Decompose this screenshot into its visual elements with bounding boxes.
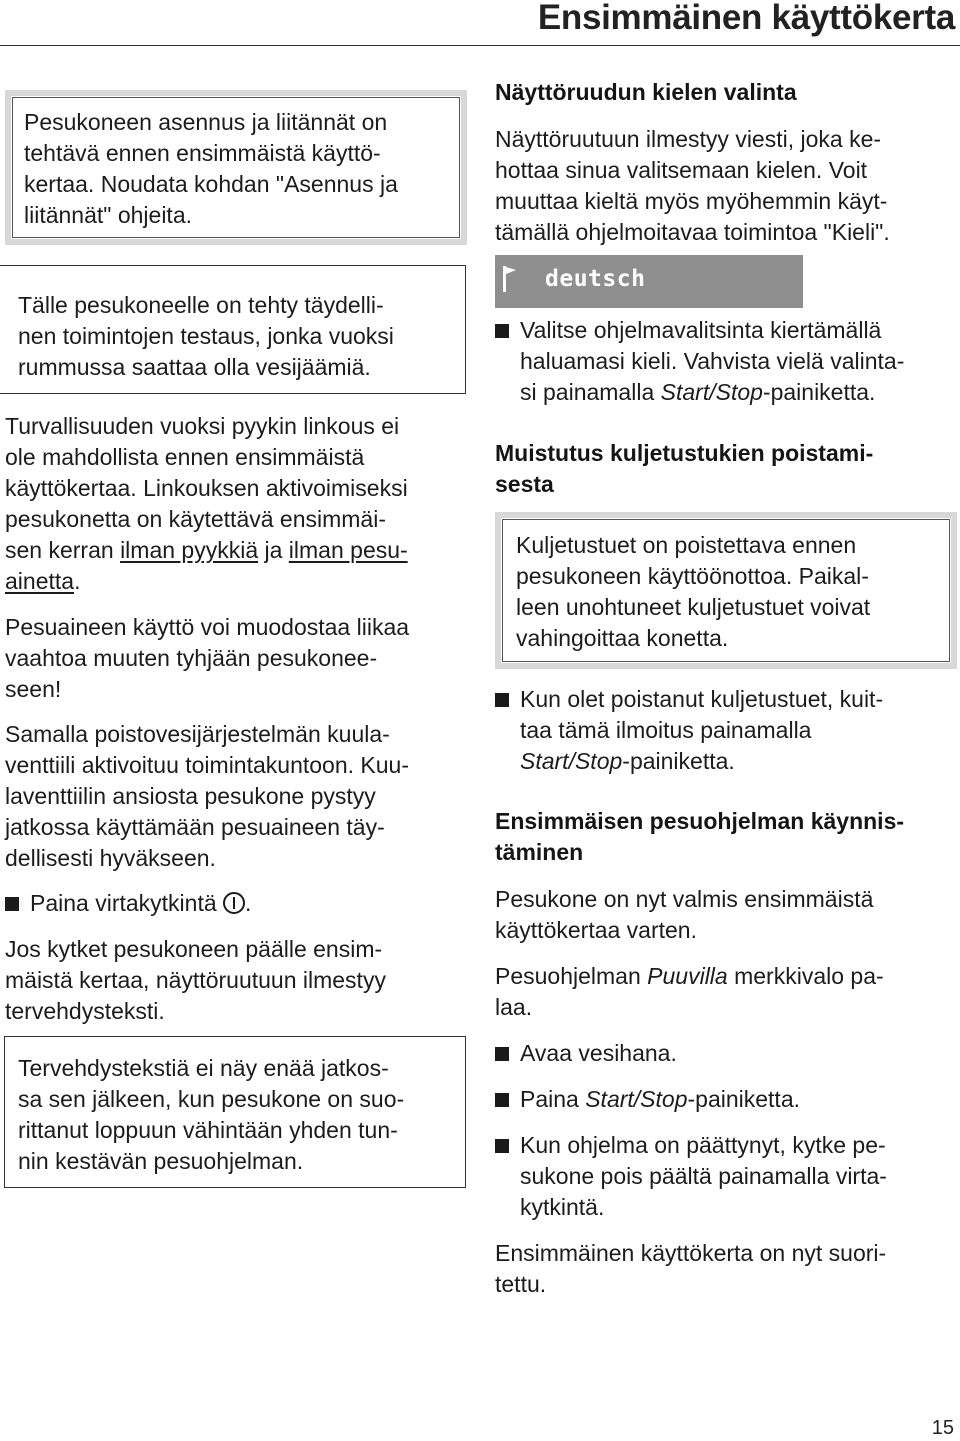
page-number: 15 <box>931 1417 954 1439</box>
display-language-text: deutsch <box>545 266 646 292</box>
text-line: Tälle pesukoneelle on tehty täydelli- <box>18 292 384 318</box>
bullet-marker <box>495 1093 509 1107</box>
bullet-marker <box>495 324 509 338</box>
power-icon <box>223 892 245 914</box>
text-line: Pesukoneen asennus ja liitännät on <box>24 109 388 135</box>
paragraph-language-info: Näyttöruutuun ilmestyy viesti, joka ke- hottaa sinua valitsemaan kielen. Voit muuttaa kieltä myös myöhemmin käyt- tämällä ohjelmoitavaa toimintoa "Kieli". <box>495 126 890 245</box>
text-line: nen toimintojen testaus, jonka vuoksi <box>18 323 394 349</box>
paragraph-greeting: Jos kytket pesukoneen päälle ensim- mäistä kertaa, näyttöruutuun ilmestyy tervehdysteksti. <box>5 936 386 1024</box>
paragraph-ready: Pesukone on nyt valmis ensimmäistä käyttökertaa varten. <box>495 886 874 943</box>
bullet-marker <box>495 1047 509 1061</box>
notice-installation-text <box>24 107 454 231</box>
text-line: rummussa saattaa olla vesijäämiä. <box>18 354 371 380</box>
instruction-acknowledge: Kun olet poistanut kuljetustuet, kuit- taa tämä ilmoitus painamalla Start/Stop-painiketta. <box>520 686 884 774</box>
instruction-open-tap: Avaa vesihana. <box>520 1040 677 1066</box>
text-line: tehtävä ennen ensimmäistä käyttö- <box>24 140 381 166</box>
instruction-select-language: Valitse ohjelmavalitsinta kiertämällä haluamasi kieli. Vahvista vielä valinta- si painamalla Start/Stop-painiketta. <box>520 317 905 405</box>
paragraph-ball-valve: Samalla poistovesijärjestelmän kuula- venttiili aktivoituu toimintakuntoon. Kuu- laventtiilin ansiosta pesukone pystyy jatkossa käyttämään pesuaineen täy- dellisesti hyväkseen. <box>5 721 409 871</box>
instruction-switch-off: Kun ohjelma on päättynyt, kytke pe- sukone pois päältä painamalla virta- kytkintä. <box>520 1132 887 1220</box>
bullet-marker <box>5 897 19 911</box>
notice-transport-text: Kuljetustuet on poistettava ennen pesukoneen käyttöönottoa. Paikal- leen unohtuneet kuljetustuet voivat vahingoittaa konetta. <box>516 532 871 651</box>
flag-icon <box>503 266 517 292</box>
notice-testing-text <box>18 290 458 383</box>
paragraph-indicator: Pesuohjelman Puuvilla merkkivalo pa- laa. <box>495 963 884 1020</box>
paragraph-foam-warning: Pesuaineen käyttö voi muodostaa liikaa vaahtoa muuten tyhjään pesukonee- seen! <box>5 614 410 702</box>
display-screen <box>495 255 803 308</box>
bullet-marker <box>495 693 509 707</box>
heading-transport-supports: Muistutus kuljetustukien poistami- sesta <box>495 440 874 497</box>
heading-language-selection: Näyttöruudun kielen valinta <box>495 79 797 105</box>
bullet-marker <box>495 1139 509 1153</box>
header-divider <box>0 45 960 46</box>
text-line: liitännät" ohjeita. <box>24 202 192 228</box>
instruction-press-start: Paina Start/Stop-painiketta. <box>520 1086 801 1112</box>
notice-greeting-text: Tervehdystekstiä ei näy enää jatkos- sa sen jälkeen, kun pesukone on suo- rittanut loppuun vähintään yhden tun- nin kestävän pesuohjelman. <box>18 1055 405 1174</box>
paragraph-spin-safety: Turvallisuuden vuoksi pyykin linkous ei ole mahdollista ennen ensimmäistä käyttökertaa. Linkouksen aktivoimiseksi pesukonetta on käytettävä ensimmäi- sen kerran ilman pyykkiä ja ilman pesu- ainetta. <box>5 413 408 594</box>
text-line: kertaa. Noudata kohdan "Asennus ja <box>24 171 398 197</box>
instruction-power-switch: Paina virtakytkintä . <box>30 890 252 916</box>
heading-first-program: Ensimmäisen pesuohjelman käynnis- täminen <box>495 808 905 865</box>
paragraph-completed: Ensimmäinen käyttökerta on nyt suori- tettu. <box>495 1240 887 1297</box>
page-title: Ensimmäinen käyttökerta <box>537 0 955 37</box>
